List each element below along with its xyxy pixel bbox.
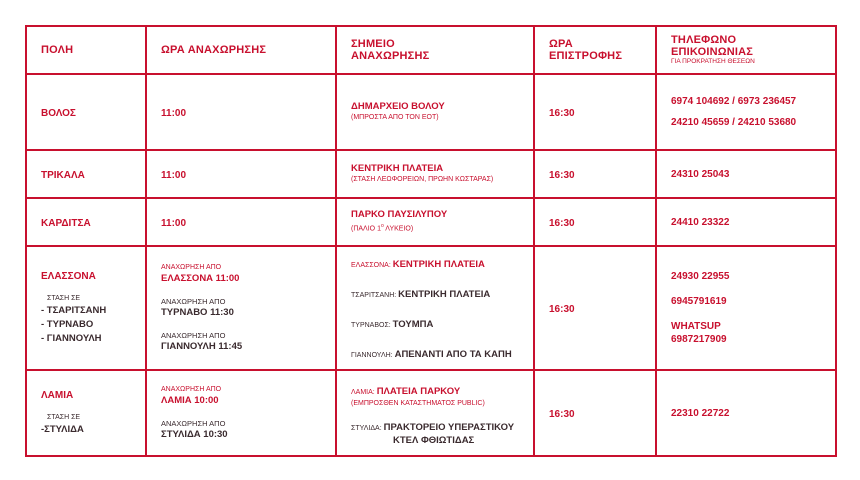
cell-phone: 24930 22955 6945791619 WHATSUP 6987217909 — [656, 246, 836, 370]
cell-city: ΒΟΛΟΣ — [26, 74, 146, 150]
header-departure-point: ΣΗΜΕΙΟ ΑΝΑΧΩΡΗΣΗΣ — [336, 26, 534, 74]
header-departure-time: ΩΡΑ ΑΝΑΧΩΡΗΣΗΣ — [146, 26, 336, 74]
header-return-time: ΩΡΑ ΕΠΙΣΤΡΟΦΗΣ — [534, 26, 656, 74]
table-row-lamia — [26, 370, 836, 456]
cell-time: 11:00 — [146, 198, 336, 246]
table-row-karditsa — [26, 198, 836, 246]
cell-phone: 22310 22722 — [656, 370, 836, 456]
header-city: ΠΟΛΗ — [26, 26, 146, 74]
cell-return: 16:30 — [534, 246, 656, 370]
cell-point: ΠΑΡΚΟ ΠΑΥΣΙΛΥΠΟΥ (ΠΑΛΙΟ $1^o$ ΛΥΚΕΙΟ) — [336, 198, 534, 246]
cell-point: ΛΑΜΙΑ: ΠΛΑΤΕΙΑ ΠΑΡΚΟΥ (ΕΜΠΡΟΣΘΕΝ ΚΑΤΑΣΤΗΜΑΤΟΣ PUBLIC) ΣΤΥΛΙΔΑ: ΠΡΑΚΤΟΡΕΙΟ ΥΠΕΡΑΣΤΙΚΟΥ ΚΤΕΛ ΦΘΙΩΤΙΔΑΣ — [336, 370, 534, 456]
schedule-table — [25, 25, 837, 457]
cell-city: ΕΛΑΣΣΟΝΑ ΣΤΑΣΗ ΣΕ - ΤΣΑΡΙΤΣΑΝΗ - ΤΥΡΝΑΒΟ - ΓΙΑΝΝΟΥΛΗ — [26, 246, 146, 370]
cell-time: 11:00 — [146, 74, 336, 150]
table-row-trikala — [26, 150, 836, 198]
cell-point: ΚΕΝΤΡΙΚΗ ΠΛΑΤΕΙΑ (ΣΤΑΣΗ ΛΕΩΦΟΡΕΙΩΝ, ΠΡΩΗΝ ΚΩΣΤΑΡΑΣ) — [336, 150, 534, 198]
cell-city: ΚΑΡΔΙΤΣΑ — [26, 198, 146, 246]
cell-time: 11:00 — [146, 150, 336, 198]
cell-return: 16:30 — [534, 74, 656, 150]
cell-point: ΕΛΑΣΣΟΝΑ: ΚΕΝΤΡΙΚΗ ΠΛΑΤΕΙΑ ΤΣΑΡΙΤΣΑΝΗ: ΚΕΝΤΡΙΚΗ ΠΛΑΤΕΙΑ ΤΥΡΝΑΒΟΣ: ΤΟΥΜΠΑ ΓΙΑΝΝΟΥΛΗ: ΑΠΕΝΑΝΤΙ ΑΠΟ ΤΑ ΚΑΠΗ — [336, 246, 534, 370]
cell-time: ΑΝΑΧΩΡΗΣΗ ΑΠΟ ΕΛΑΣΣΟΝΑ 11:00 ΑΝΑΧΩΡΗΣΗ ΑΠΟ ΤΥΡΝΑΒΟ 11:30 ΑΝΑΧΩΡΗΣΗ ΑΠΟ ΓΙΑΝΝΟΥΛΗ 11:45 — [146, 246, 336, 370]
cell-city: ΤΡΙΚΑΛΑ — [26, 150, 146, 198]
table-row-elassona — [26, 246, 836, 370]
header-phone: ΤΗΛΕΦΩΝΟ ΕΠΙΚΟΙΝΩΝΙΑΣ ΓΙΑ ΠΡΟΚΡΑΤΗΣΗ ΘΕΣΕΩΝ — [656, 26, 836, 74]
cell-city: ΛΑΜΙΑ ΣΤΑΣΗ ΣΕ -ΣΤΥΛΙΔΑ — [26, 370, 146, 456]
cell-return: 16:30 — [534, 370, 656, 456]
cell-return: 16:30 — [534, 150, 656, 198]
header-row — [26, 26, 836, 74]
schedule-container — [25, 25, 835, 457]
cell-phone: 24410 23322 — [656, 198, 836, 246]
cell-return: 16:30 — [534, 198, 656, 246]
header-phone-sub: ΓΙΑ ΠΡΟΚΡΑΤΗΣΗ ΘΕΣΕΩΝ — [671, 58, 755, 65]
table-row-volos — [26, 74, 836, 150]
cell-phone: 6974 104692 / 6973 236457 24210 45659 / 24210 53680 — [656, 74, 836, 150]
cell-phone: 24310 25043 — [656, 150, 836, 198]
cell-time: ΑΝΑΧΩΡΗΣΗ ΑΠΟ ΛΑΜΙΑ 10:00 ΑΝΑΧΩΡΗΣΗ ΑΠΟ ΣΤΥΛΙΔΑ 10:30 — [146, 370, 336, 456]
cell-point: ΔΗΜΑΡΧΕΙΟ ΒΟΛΟΥ (ΜΠΡΟΣΤΑ ΑΠΟ ΤΟΝ ΕΟΤ) — [336, 74, 534, 150]
